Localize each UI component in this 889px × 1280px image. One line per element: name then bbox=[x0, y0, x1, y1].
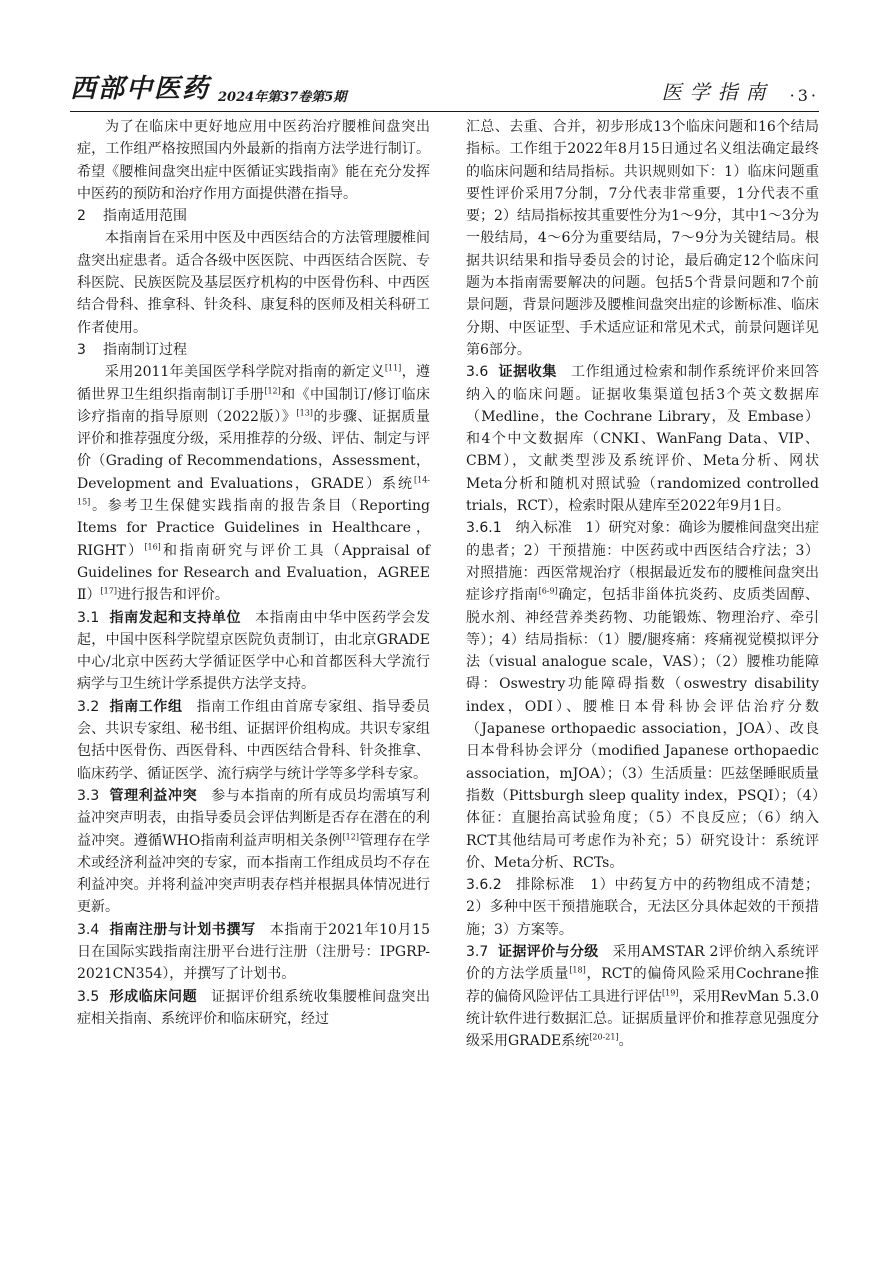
issue-info: 2024年第37卷第5期 bbox=[218, 90, 347, 105]
header-right bbox=[662, 76, 819, 105]
citation: [17] bbox=[100, 586, 117, 596]
citation: [14-15] bbox=[77, 475, 430, 507]
section-3-heading bbox=[77, 339, 430, 361]
subsection-number: 3.6.2 bbox=[466, 877, 502, 894]
text-run: 进行报告和评价。 bbox=[116, 587, 229, 604]
subsection-text: 1）研究对象：确诊为腰椎间盘突出症的患者；2）干预措施：中医药或中西医结合疗法；3）对照措施：西医常规治疗（根据最近发布的腰椎间盘突出症诊疗指南 bbox=[466, 520, 820, 604]
running-header bbox=[70, 72, 819, 112]
citation: [12] bbox=[264, 385, 281, 395]
section-3-6-1 bbox=[466, 517, 819, 874]
subsection-number: 3.1 bbox=[77, 609, 100, 626]
left-column bbox=[77, 116, 430, 1030]
header-left bbox=[70, 68, 346, 105]
intro-text: 为了在临床中更好地应用中医药治疗腰椎间盘突出症，工作组严格按照国内外最新的指南方法学进行制订。希望《腰椎间盘突出症中医循证实践指南》能在充分发挥中医药的预防和治疗作用方面提供潜在指导。 bbox=[77, 119, 430, 202]
section-3-3 bbox=[77, 785, 430, 919]
citation: [6-9] bbox=[538, 586, 558, 596]
section-3-1 bbox=[77, 607, 430, 696]
scope-paragraph bbox=[77, 227, 430, 338]
subsection-text: 1）中药复方中的药物组成不清楚；2）多种中医干预措施联合，无法区分具体起效的干预措施；3）方案等。 bbox=[466, 877, 819, 938]
citation: [11] bbox=[384, 363, 402, 373]
subsection-text: 确定，包括非甾体抗炎药、皮质类固醇、脱水剂、神经营养类药物、功能锻炼、物理治疗、牵引等）；4）结局指标：（1）腰/腿疼痛：疼痛视觉模拟评分法（visual analogue scale，VAS）；（2）腰椎功能障碍：Oswestry功能障碍指数（oswestry disability index，ODI）、腰椎日本骨科协会评估治疗分数（Japanese orthopaedic association，JOA）、改良日本骨科协会评分（modified Japanese orthopaedic association，mJOA）；（3）生活质量：匹兹堡睡眠质量指数（Pittsburgh sleep quality index，PSQI）；（4）体征：直腿抬高试验角度；（5）不良反应；（6）纳入RCT其他结局可考虑作为补充；5）研究设计：系统评价、Meta分析、RCTs。 bbox=[466, 587, 820, 871]
subsection-text: ，采用RevMan 5.3.0统计软件进行数据汇总。证据质量评价和推荐意见强度分级采用GRADE系统 bbox=[466, 988, 819, 1050]
continued-text: 汇总、去重、合并，初步形成13个临床问题和16个结局指标。工作组于2022年8月15日通过名义组法确定最终的临床问题和结局指标。共识规则如下：1）临床问题重要性评价采用7分制，7分代表非常重要，1分代表不重要；2）结局指标按其重要性分为1～9分，其中1～3分为一般结局，4～6分为重要结局，7～9分为关键结局。根据共识结果和指导委员会的讨论，最后确定12个临床问题为本指南需要解决的问题。包括5个背景问题和7个前景问题，背景问题涉及腰椎间盘突出症的诊断标准、临床分期、中医证型、手术适应证和常见术式，前景问题详见第6部分。 bbox=[466, 119, 819, 358]
citation: [20-21] bbox=[589, 1032, 619, 1042]
text-run: ，遵循世界卫生组织指南制订手册 bbox=[77, 364, 430, 403]
subsection-number: 3.5 bbox=[77, 988, 100, 1005]
subsection-text: 采用AMSTAR 2评价纳入系统评价的方法学质量 bbox=[466, 943, 820, 983]
subsection-number: 3.7 bbox=[466, 943, 489, 960]
text-run: 。参考卫生保健实践指南的报告条目（Reporting Items for Practice Guidelines in Healthcare，RIGHT） bbox=[77, 498, 430, 559]
subsection-number: 3.2 bbox=[77, 698, 100, 715]
subsection-text: 本指南于2021年10月15日在国际实践指南注册平台进行注册（注册号：IPGRP-2021CN354），并撰写了计划书。 bbox=[77, 921, 431, 983]
journal-name: 西部中医药 bbox=[70, 74, 211, 104]
section-3-6-2 bbox=[466, 874, 819, 941]
section-title: 指南适用范围 bbox=[103, 208, 187, 225]
subsection-title: 指南工作组 bbox=[109, 698, 183, 715]
section-3-6 bbox=[466, 361, 819, 517]
citation: [16] bbox=[144, 541, 161, 551]
subsection-text: 证据评价组系统收集腰椎间盘突出症相关指南、系统评价和临床研究，经过 bbox=[77, 988, 431, 1027]
citation: [12] bbox=[342, 831, 359, 841]
section-3-4 bbox=[77, 919, 430, 986]
section-3-5 bbox=[77, 986, 430, 1031]
subsection-title: 指南注册与计划书撰写 bbox=[109, 921, 256, 938]
section-name: 医学指南 bbox=[661, 80, 774, 104]
subsection-number: 3.3 bbox=[77, 787, 100, 804]
subsection-text: ，RCT的偏倚风险采用Cochrane推荐的偏倚风险评估工具进行评估 bbox=[466, 966, 819, 1005]
subsection-text: 指南工作组由首席专家组、指导委员会、共识专家组、秘书组、证据评价组构成。共识专家组包括中医骨伤、西医骨科、中西医结合骨科、针灸推拿、临床药学、循证医学、流行病学与统计学等多学科专家。 bbox=[77, 698, 431, 782]
section-3-7 bbox=[466, 941, 819, 1052]
citation: [19] bbox=[662, 987, 679, 997]
intro-paragraph bbox=[77, 116, 430, 205]
subsection-text: 管理存在学术或经济利益冲突的专家，而本指南工作组成员均不存在利益冲突。并将利益冲突声明表存档并根据具体情况进行更新。 bbox=[77, 832, 431, 916]
subsection-title: 证据收集 bbox=[498, 364, 557, 381]
process-paragraph bbox=[77, 361, 430, 606]
text-run: 的步骤、证据质量评价和推荐强度分级，采用推荐的分级、评估、制定与评价（Grading of Recommendations，Assessment，Development and Evaluations，GRADE）系统 bbox=[77, 408, 430, 492]
section-3-2 bbox=[77, 696, 430, 785]
continued-paragraph bbox=[466, 116, 819, 361]
section-number: 2 bbox=[77, 208, 86, 225]
text-run: 和指南研究与评价工具（Appraisal of Guidelines for Research and Evaluation，AGREE Ⅱ） bbox=[77, 542, 430, 604]
section-title: 指南制订过程 bbox=[103, 341, 187, 358]
subsection-title: 管理利益冲突 bbox=[109, 787, 198, 804]
right-column bbox=[466, 116, 819, 1052]
subsection-title: 形成临床问题 bbox=[109, 988, 198, 1005]
subsection-title: 纳入标准 bbox=[515, 520, 572, 537]
subsection-text: 。 bbox=[618, 1033, 633, 1050]
subsection-text: 工作组通过检索和制作系统评价来回答纳入的临床问题。证据收集渠道包括3个英文数据库（Medline，the Cochrane Library，及 Embase）和4个中文数据库（CNKI、WanFang Data、VIP、CBM），文献类型涉及系统评价、Meta分析、网状Meta分析和随机对照试验（randomized controlled trials，RCT），检索时限从建库至2022年9月1日。 bbox=[466, 364, 820, 515]
subsection-text: 参与本指南的所有成员均需填写利益冲突声明表，由指导委员会评估判断是否存在潜在的利益冲突。遵循WHO指南利益声明相关条例 bbox=[77, 787, 431, 849]
text-run: 采用2011年美国医学科学院对指南的新定义 bbox=[105, 364, 385, 381]
citation: [18] bbox=[569, 965, 586, 975]
section-number: 3 bbox=[77, 341, 86, 358]
section-2-heading bbox=[77, 205, 430, 227]
subsection-title: 排除标准 bbox=[515, 877, 575, 894]
subsection-text: 本指南由中华中医药学会发起，中国中医科学院望京医院负责制订，由北京GRADE中心/北京中医药大学循证医学中心和首都医科大学流行病学与卫生统计学系提供方法学支持。 bbox=[77, 609, 431, 693]
scope-text: 本指南旨在采用中医及中西医结合的方法管理腰椎间盘突出症患者。适合各级中医医院、中西医结合医院、专科医院、民族医院及基层医疗机构的中医骨伤科、中西医结合骨科、推拿科、针灸科、康复科的医师及相关科研工作者使用。 bbox=[77, 230, 430, 336]
page-number: ·3· bbox=[789, 86, 819, 105]
text-run: 和《中国制订/修订临床诊疗指南的指导原则（2022版）》 bbox=[77, 386, 431, 425]
subsection-title: 指南发起和支持单位 bbox=[109, 609, 242, 626]
subsection-number: 3.6 bbox=[466, 364, 489, 381]
subsection-title: 证据评价与分级 bbox=[497, 943, 599, 960]
subsection-number: 3.6.1 bbox=[466, 520, 502, 537]
subsection-number: 3.4 bbox=[77, 921, 100, 938]
citation: [13] bbox=[296, 408, 313, 418]
